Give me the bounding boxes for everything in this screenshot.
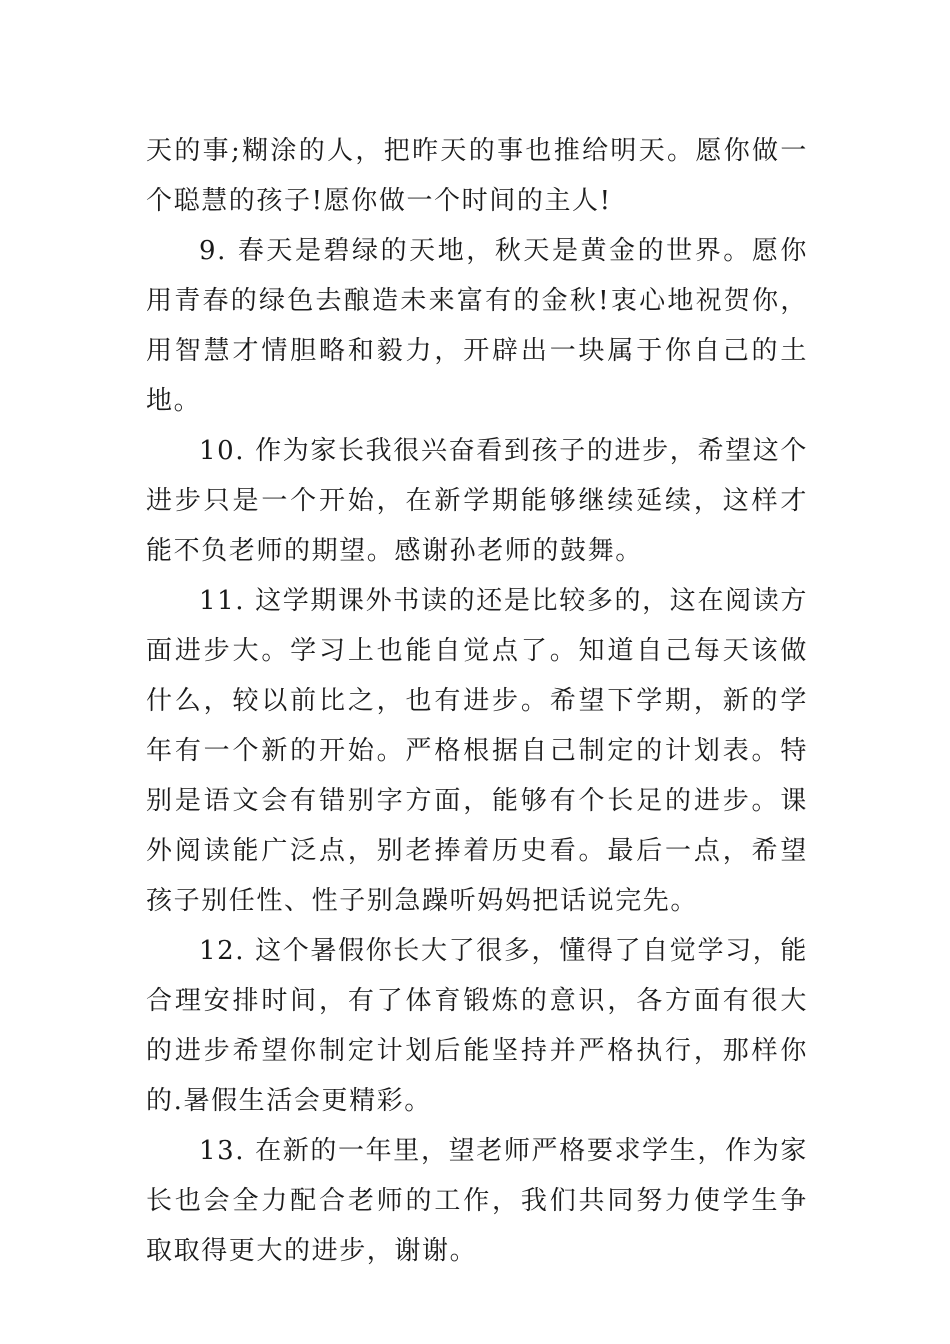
document-body [146, 126, 808, 1276]
paragraph-item-12 [146, 926, 808, 1126]
paragraph-item-11 [146, 576, 808, 926]
item-number: 11. [199, 586, 256, 616]
paragraph-text: 在新的一年里，望老师严格要求学生，作为家长也会全力配合老师的工作，我们共同努力使学生争取取得更大的进步，谢谢。 [146, 1136, 808, 1266]
item-number: 10. [199, 436, 256, 466]
item-number: 12. [199, 936, 256, 966]
paragraph-text: 这个暑假你长大了很多，懂得了自觉学习，能合理安排时间，有了体育锻炼的意识，各方面有很大的进步希望你制定计划后能坚持并严格执行，那样你的.暑假生活会更精彩。 [146, 936, 808, 1116]
paragraph-text: 作为家长我很兴奋看到孩子的进步，希望这个进步只是一个开始，在新学期能够继续延续，这样才能不负老师的期望。感谢孙老师的鼓舞。 [146, 436, 808, 566]
paragraph-text: 这学期课外书读的还是比较多的，这在阅读方面进步大。学习上也能自觉点了。知道自己每天该做什么，较以前比之，也有进步。希望下学期，新的学年有一个新的开始。严格根据自己制定的计划表。特别是语文会有错别字方面，能够有个长足的进步。课外阅读能广泛点，别老捧着历史看。最后一点，希望孩子别任性、性子别急躁听妈妈把话说完先。 [146, 586, 808, 916]
paragraph-item-13 [146, 1126, 808, 1276]
paragraph-text: 天的事;糊涂的人，把昨天的事也推给明天。愿你做一个聪慧的孩子!愿你做一个时间的主人! [146, 136, 808, 216]
item-number: 9. [199, 236, 238, 266]
paragraph-text: 春天是碧绿的天地，秋天是黄金的世界。愿你用青春的绿色去酿造未来富有的金秋!衷心地祝贺你，用智慧才情胆略和毅力，开辟出一块属于你自己的土地。 [146, 236, 808, 416]
paragraph-continued [146, 126, 808, 226]
item-number: 13. [199, 1136, 256, 1166]
paragraph-item-10 [146, 426, 808, 576]
paragraph-item-9 [146, 226, 808, 426]
